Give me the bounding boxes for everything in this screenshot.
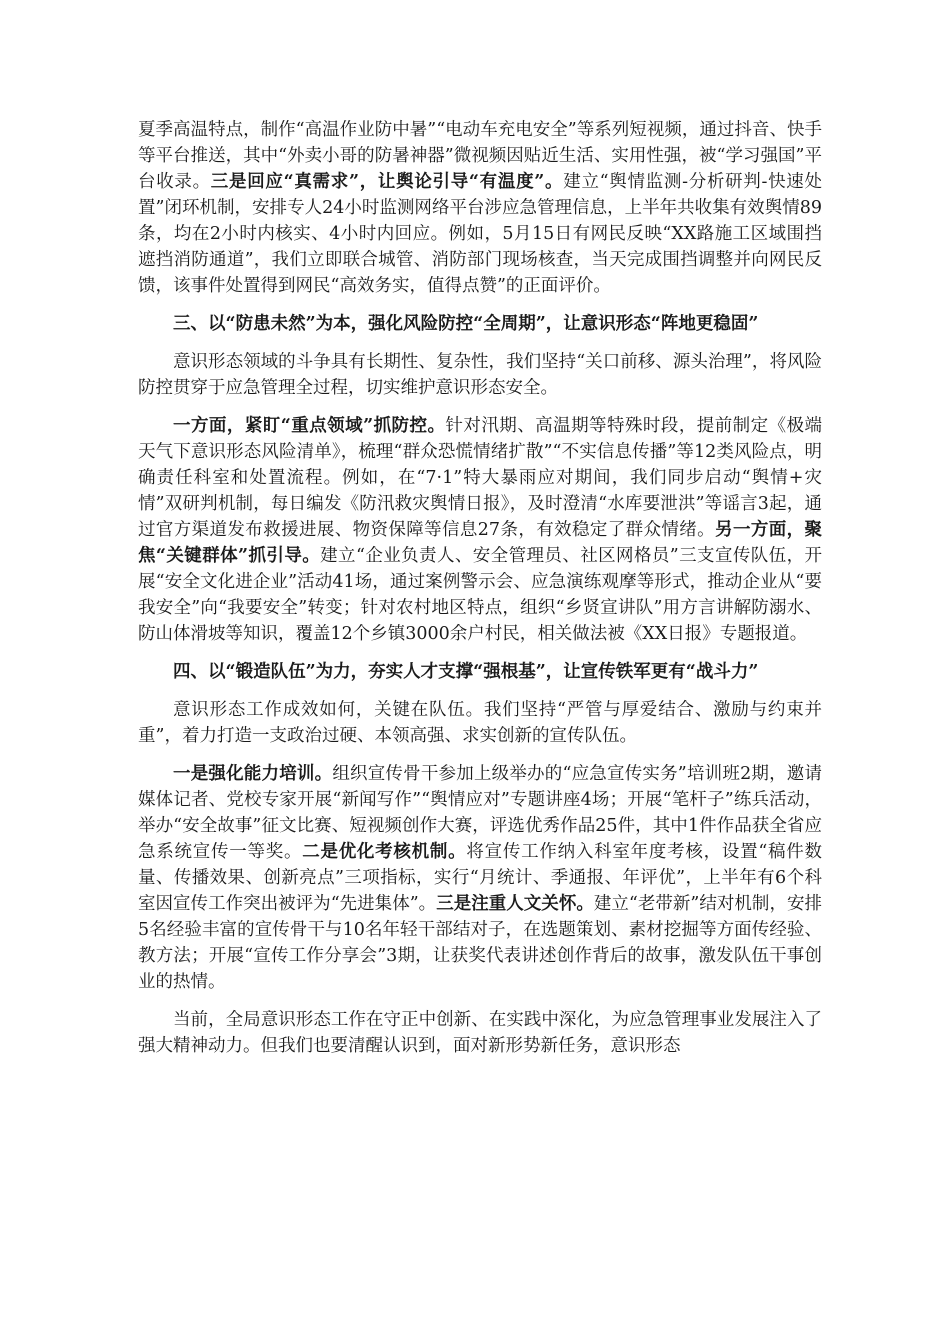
paragraph-5 — [138, 761, 822, 995]
paragraph-5-text-b: 将宣传工作纳入科室年度考核，设置“稿件数量、传播效果、创新亮点”三项指标，实行“月统计、季通报、年评优”，上半年有6个科室因宣传工作突出被评为“先进集体”。 — [138, 842, 822, 914]
section-heading-3: 三、以“防患未然”为本，强化风险防控“全周期”，让意识形态“阵地更稳固” — [173, 314, 759, 334]
paragraph-5-text-a: 组织宣传骨干参加上级举办的“应急宣传实务”培训班2期，邀请媒体记者、党校专家开展“新闻写作”“舆情应对”专题讲座4场；开展“笔杆子”练兵活动，举办“安全故事”征文比赛、短视频创作大赛，评选优秀作品25件，其中1件作品获全省应急系统宣传一等奖。 — [138, 764, 823, 862]
paragraph-5-bold-lead-2: 二是优化考核机制。 — [302, 842, 467, 862]
paragraph-4: 意识形态工作成效如何，关键在队伍。我们坚持“严管与厚爱结合、激励与约束并重”，着力打造一支政治过硬、本领高强、求实创新的宣传队伍。 — [138, 700, 822, 746]
document-page — [138, 117, 822, 1071]
paragraph-1-bold-lead: 三是回应“真需求”，让舆论引导“有温度”。 — [210, 172, 564, 192]
paragraph-3-bold-lead-2: 另一方面，聚焦“关键群体”抓引导。 — [138, 520, 822, 566]
paragraph-3-text-b: 建立“企业负责人、安全管理员、社区网格员”三支宣传队伍，开展“安全文化进企业”活动41场，通过案例警示会、应急演练观摩等形式，推动企业从“要我安全”向“我要安全”转变；针对农村地区特点，组织“乡贤宣讲队”用方言讲解防溺水、防山体滑坡等知识，覆盖12个乡镇3000余户村民，相关做法被《XX日报》专题报道。 — [138, 546, 822, 644]
paragraph-3-text-a: 针对汛期、高温期等特殊时段，提前制定《极端天气下意识形态风险清单》，梳理“群众恐慌情绪扩散”“不实信息传播”等12类风险点，明确责任科室和处置流程。例如，在“7·1”特大暴雨应对期间，我们同步启动“舆情+灾情”双研判机制，每日编发《防汛救灾舆情日报》，及时澄清“水库要泄洪”等谣言3起，通过官方渠道发布救援进展、物资保障等信息27条，有效稳定了群众情绪。 — [138, 416, 822, 540]
paragraph-3 — [138, 413, 822, 647]
paragraph-5-bold-lead-3: 三是注重人文关怀。 — [436, 894, 594, 914]
section-heading-4: 四、以“锻造队伍”为力，夯实人才支撑“强根基”，让宣传铁军更有“战斗力” — [173, 662, 759, 682]
paragraph-1-text-b: 建立“舆情监测-分析研判-快速处置”闭环机制，安排专人24小时监测网络平台涉应急管理信息，上半年共收集有效舆情89条，均在2小时内核实、4小时内回应。例如，5月15日有网民反映“XX路施工区域围挡遮挡消防通道”，我们立即联合城管、消防部门现场核查，当天完成围挡调整并向网民反馈，该事件处置得到网民“高效务实，值得点赞”的正面评价。 — [138, 172, 823, 296]
paragraph-1 — [138, 117, 822, 299]
paragraph-1-text-a: 夏季高温特点，制作“高温作业防中暑”“电动车充电安全”等系列短视频，通过抖音、快手等平台推送，其中“外卖小哥的防暑神器”微视频因贴近生活、实用性强，被“学习强国”平台收录。 — [138, 120, 822, 192]
paragraph-6: 当前，全局意识形态工作在守正中创新、在实践中深化，为应急管理事业发展注入了强大精神动力。但我们也要清醒认识到，面对新形势新任务，意识形态 — [138, 1010, 822, 1056]
paragraph-3-bold-lead-1: 一方面，紧盯“重点领域”抓防控。 — [173, 416, 446, 436]
paragraph-5-bold-lead-1: 一是强化能力培训。 — [173, 764, 333, 784]
paragraph-2: 意识形态领域的斗争具有长期性、复杂性，我们坚持“关口前移、源头治理”，将风险防控贯穿于应急管理全过程，切实维护意识形态安全。 — [138, 352, 822, 398]
paragraph-5-text-c: 建立“老带新”结对机制，安排5名经验丰富的宣传骨干与10名年轻干部结对子，在选题策划、素材挖掘等方面传经验、教方法；开展“宣传工作分享会”3期，让获奖代表讲述创作背后的故事，激发队伍干事创业的热情。 — [138, 894, 822, 992]
